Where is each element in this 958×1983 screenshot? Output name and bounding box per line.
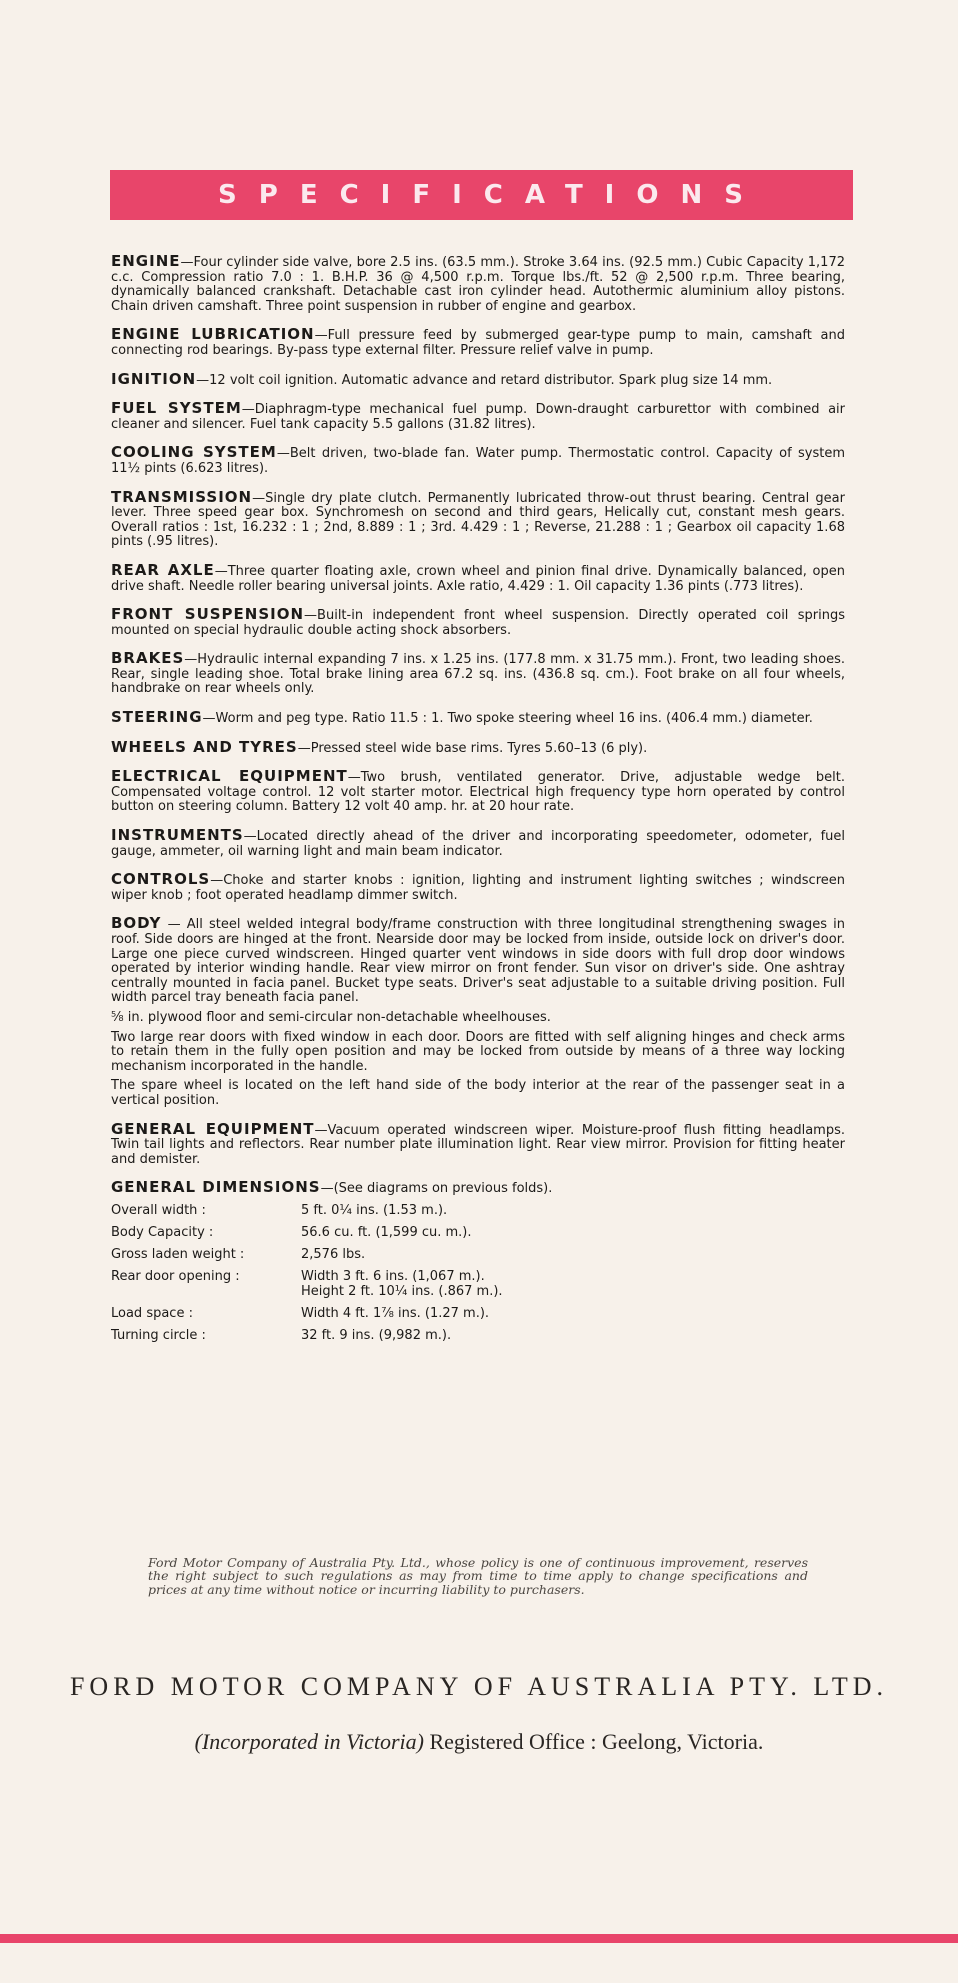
spec-steering [111,710,845,727]
dimension-label: Load space : [111,1305,193,1321]
company-name: FORD MOTOR COMPANY OF AUSTRALIA PTY. LTD. [69,1672,889,1701]
dimensions-table [111,1203,503,1350]
bottom-rule-divider [0,1934,958,1943]
spec-electrical-equipment [111,769,845,815]
spec-text: —Four cylinder side valve, bore 2.5 ins. (63.5 mm.). Stroke 3.64 ins. (92.5 mm.) Cubic Capacity 1,172 c.c. Compression ratio 7.0 : 1. B.H.P. 36 @ 4,500 r.p.m. Torque lbs./ft. 52 @ 2,500 r.p.m. Three bearing, dynamically balanced crankshaft. Detachable cast iron cylinder head. Autothermic aluminium alloy pistons. Chain driven camshaft. Three point suspension in rubber of engine and gearbox. [111,255,845,314]
spec-text: —Belt driven, two-blade fan. Water pump. Thermostatic control. Capacity of system 11½ pints (6.623 litres). [111,446,845,476]
spec-heading: CONTROLS [111,870,211,889]
specifications-banner [110,170,853,220]
spec-text: —Two brush, ventilated generator. Drive, adjustable wedge belt. Compensated voltage control. 12 volt starter motor. Electrical high frequency type horn operated by control button on steering column. Battery 12 volt 40 amp. hr. at 20 hour rate. [111,770,845,815]
table-row [111,1328,503,1350]
spec-heading: FRONT SUSPENSION [111,605,305,624]
spec-controls [111,872,845,903]
dimension-value-width: Width 3 ft. 6 ins. (1,067 m.). [301,1268,485,1284]
spec-heading: IGNITION [111,369,197,388]
dimension-value-height: Height 2 ft. 10¼ ins. (.867 m.). [301,1283,503,1299]
dimension-label: Turning circle : [111,1327,206,1343]
spec-heading: REAR AXLE [111,560,215,579]
dimension-label: Body Capacity : [111,1224,214,1240]
general-dimensions-heading [111,1180,845,1197]
spec-engine [111,254,845,314]
table-row [111,1269,503,1306]
spec-heading: FUEL SYSTEM [111,399,242,418]
dimension-label: Rear door opening : [111,1268,240,1284]
spec-heading: ELECTRICAL EQUIPMENT [111,767,348,786]
spec-transmission [111,487,845,550]
spec-heading: GENERAL DIMENSIONS [111,1178,321,1197]
body-extra-spare-wheel: The spare wheel is located on the left hand side of the body interior at the rear of the passenger seat in a vertical position. [111,1078,845,1108]
spec-text: —Diaphragm-type mechanical fuel pump. Down-draught carburettor with combined air cleaner and silencer. Fuel tank capacity 5.5 gallons (31.82 litres). [111,402,845,432]
spec-text: —12 volt coil ignition. Automatic advance and retard distributor. Spark plug size 14 mm. [196,372,773,388]
spec-body [111,916,845,1006]
dimension-label: Overall width : [111,1202,206,1218]
spec-heading: ENGINE LUBRICATION [111,325,315,344]
dimension-value: Width 4 ft. 1⅞ ins. (1.27 m.). [301,1305,490,1321]
spec-heading: ENGINE [111,252,181,270]
registered-office [0,1729,958,1755]
body-extra-floor: ⅝ in. plywood floor and semi-circular non-detachable wheelhouses. [111,1009,551,1025]
dimension-value [301,1269,503,1306]
spec-heading: INSTRUMENTS [111,826,244,845]
specifications-content [111,254,845,1350]
spec-heading: COOLING SYSTEM [111,443,277,462]
office-address: Registered Office : Geelong, Victoria. [429,1729,764,1754]
spec-heading: STEERING [111,708,203,727]
dimensions-note: —(See diagrams on previous folds). [320,1181,553,1197]
spec-wheels-and-tyres [111,737,845,757]
table-row [111,1203,503,1225]
spec-engine-lubrication [111,327,845,358]
spec-text: —Choke and starter knobs : ignition, lighting and instrument lighting switches ; windscreen wiper knob ; foot operated headlamp dimmer switch. [111,873,845,903]
spec-text: —Hydraulic internal expanding 7 ins. x 1.25 ins. (177.8 mm. x 31.75 mm.). Front, two leading shoes. Rear, single leading shoe. Total brake lining area 67.2 sq. ins. (436.8 sq. cm.). Foot brake on all four wheels, handbrake on rear wheels only. [111,652,845,697]
spec-instruments [111,828,845,859]
page-title: SPECIFICATIONS [218,180,765,210]
dimension-value: 5 ft. 0¼ ins. (1.53 m.). [301,1202,448,1218]
body-extra-rear-doors: Two large rear doors with fixed window in each door. Doors are fitted with self aligning hinges and check arms to retain them in the fully open position and may be locked from outside by means of a three way locking mechanism incorporated in the handle. [111,1029,845,1074]
spec-text: —Three quarter floating axle, crown wheel and pinion final drive. Dynamically balanced, open drive shaft. Needle roller bearing universal joints. Axle ratio, 4.429 : 1. Oil capacity 1.36 pints (.773 litres). [111,563,845,594]
spec-heading: BODY [111,914,162,933]
dimension-label: Gross laden weight : [111,1246,245,1262]
dimension-value: 2,576 lbs. [301,1246,366,1262]
legal-footnote: Ford Motor Company of Australia Pty. Ltd., whose policy is one of continuous improvement, reserves the right subject to such regulations as may from time to time apply to change specifications and prices at any time without notice or incurring liability to purchasers. [148,1554,808,1597]
spec-text: —Pressed steel wide base rims. Tyres 5.60–13 (6 ply). [297,740,648,756]
spec-text: —Located directly ahead of the driver and incorporating speedometer, odometer, fuel gauge, ammeter, oil warning light and main beam indicator. [111,829,845,859]
spec-cooling-system [111,445,845,476]
spec-text: —Built-in independent front wheel suspension. Directly operated coil springs mounted on special hydraulic double acting shock absorbers. [111,608,846,638]
spec-ignition [111,369,845,389]
table-row [111,1306,503,1328]
dimension-value: 32 ft. 9 ins. (9,982 m.). [301,1327,452,1343]
spec-front-suspension [111,607,845,638]
spec-text: —Single dry plate clutch. Permanently lubricated throw-out thrust bearing. Central gear lever. Three speed gear box. Synchromesh on second and third gears, Helically cut, constant mesh gears. Overall ratios : 1st, 16.232 : 1 ; 2nd, 8.889 : 1 ; 3rd. 4.429 : 1 ; Reverse, 21.288 : 1 ; Gearbox oil capacity 1.68 pints (.95 litres). [111,490,845,550]
spec-heading: WHEELS AND TYRES [111,737,298,756]
dimension-value: 56.6 cu. ft. (1,599 cu. m.). [301,1224,472,1240]
table-row [111,1225,503,1247]
spec-rear-axle [111,560,845,594]
spec-heading: GENERAL EQUIPMENT [111,1119,315,1138]
spec-fuel-system [111,401,845,432]
table-row [111,1247,503,1269]
spec-brakes [111,651,845,697]
spec-text: —Full pressure feed by submerged gear-type pump to main, camshaft and connecting rod bearings. By-pass type external filter. Pressure relief valve in pump. [111,328,845,358]
spec-text: —Vacuum operated windscreen wiper. Moisture-proof flush fitting headlamps. Twin tail lights and reflectors. Rear number plate illumination light. Rear view mirror. Provision for fitting heater and demister. [111,1122,845,1167]
spec-heading: TRANSMISSION [111,487,253,506]
spec-text: —Worm and peg type. Ratio 11.5 : 1. Two spoke steering wheel 16 ins. (406.4 mm.) diameter. [202,711,813,727]
incorporation-note: (Incorporated in Victoria) [194,1729,424,1754]
spec-heading: BRAKES [111,649,185,668]
spec-general-equipment [111,1119,845,1168]
spec-text: — All steel welded integral body/frame construction with three longitudinal strengthening swages in roof. Side doors are hinged at the front. Nearside door may be locked from inside, outside lock on driver's door. Large one piece curved windscreen. Hinged quarter vent windows in side doors with full drop door windows operated by interior winding handle. Rear view mirror on front fender. Sun visor on driver's side. One ashtray centrally mounted in facia panel. Bucket type seats. Driver's seat adjustable to a suitable driving position. Full width parcel tray beneath facia panel. [111,917,845,1006]
